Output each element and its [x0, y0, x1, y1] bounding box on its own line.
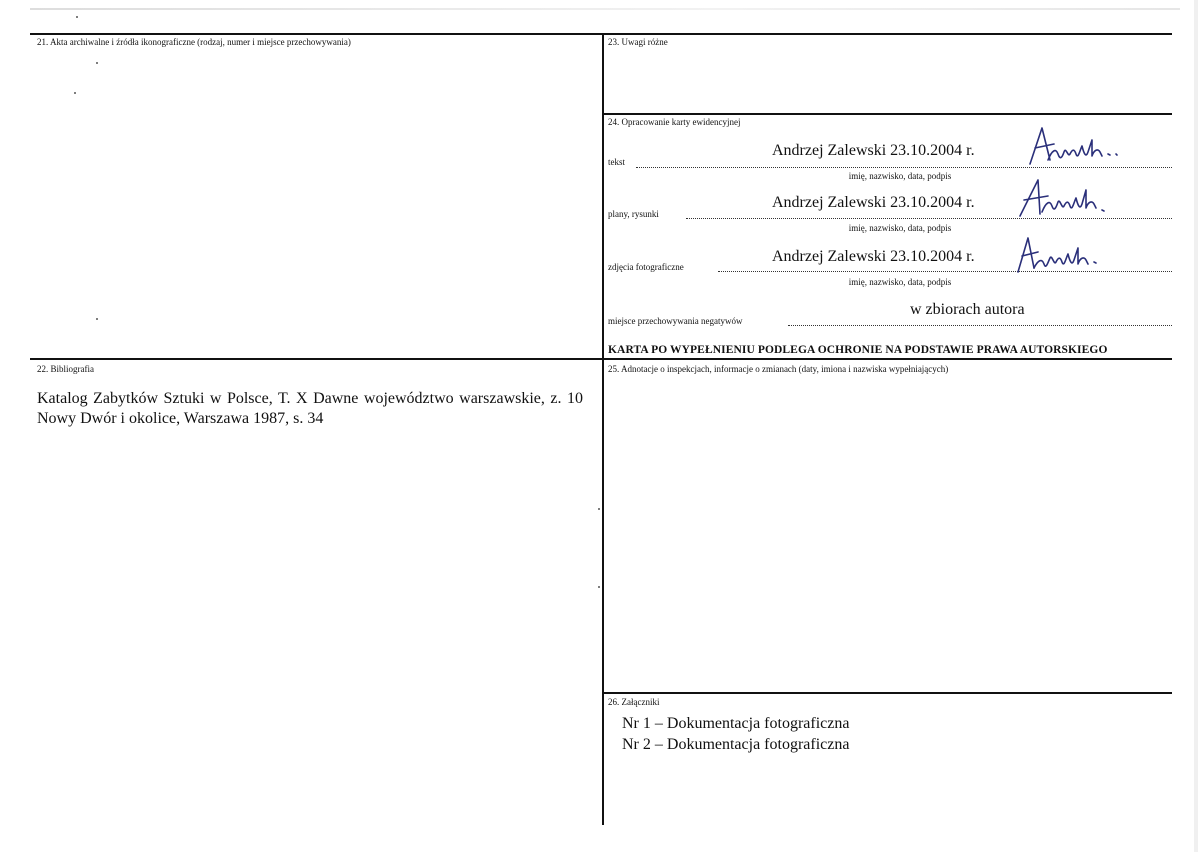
negatives-value: w zbiorach autora	[910, 301, 1025, 318]
center-divider	[602, 33, 604, 825]
section-22-header: 22. Bibliografia	[37, 364, 94, 374]
signature-image	[1018, 176, 1122, 220]
scan-speck	[74, 92, 76, 94]
section-26-header: 26. Załączniki	[608, 697, 660, 707]
scan-speck	[598, 586, 600, 588]
rule-mid	[30, 358, 1172, 360]
signature-image	[1026, 124, 1130, 168]
scan-speck	[96, 62, 98, 64]
field-caption: imię, nazwisko, data, podpis	[848, 171, 952, 181]
scan-speck	[598, 508, 600, 510]
top-rule	[30, 33, 1172, 35]
scan-edge	[1194, 0, 1198, 852]
author-date-value: Andrzej Zalewski 23.10.2004 r.	[772, 142, 975, 159]
row-label-photos: zdjęcia fotograficzne	[608, 262, 684, 272]
section-24-header: 24. Opracowanie karty ewidencyjnej	[608, 117, 741, 127]
row-label-plans: plany, rysunki	[608, 209, 659, 219]
scan-edge	[30, 8, 1180, 10]
attachment-item: Nr 1 – Dokumentacja fotograficzna	[622, 715, 850, 732]
field-caption: imię, nazwisko, data, podpis	[848, 223, 952, 233]
section-25-header: 25. Adnotacje o inspekcjach, informacje o zmianach (daty, imiona i nazwiska wypełniających)	[608, 364, 949, 374]
scan-speck	[76, 16, 78, 18]
section-23-header: 23. Uwagi różne	[608, 37, 668, 47]
row-label-text: tekst	[608, 157, 625, 167]
signature-image	[1014, 232, 1118, 276]
entry-line	[788, 325, 1172, 326]
section-21-header: 21. Akta archiwalne i źródła ikonograficzne (rodzaj, numer i miejsce przechowywania)	[37, 37, 351, 47]
copyright-note: KARTA PO WYPEŁNIENIU PODLEGA OCHRONIE NA PODSTAWIE PRAWA AUTORSKIEGO	[608, 344, 1108, 356]
author-date-value: Andrzej Zalewski 23.10.2004 r.	[772, 194, 975, 211]
bibliography-text: Katalog Zabytków Sztuki w Polsce, T. X Dawne województwo warszawskie, z. 10 Nowy Dwór i okolice, Warszawa 1987, s. 34	[37, 390, 583, 427]
rule-23-24	[602, 113, 1172, 115]
scan-speck	[96, 318, 98, 320]
field-caption: imię, nazwisko, data, podpis	[848, 277, 952, 287]
attachment-item: Nr 2 – Dokumentacja fotograficzna	[622, 736, 850, 753]
rule-25-26	[602, 692, 1172, 694]
author-date-value: Andrzej Zalewski 23.10.2004 r.	[772, 248, 975, 265]
negatives-label: miejsce przechowywania negatywów	[608, 316, 743, 326]
